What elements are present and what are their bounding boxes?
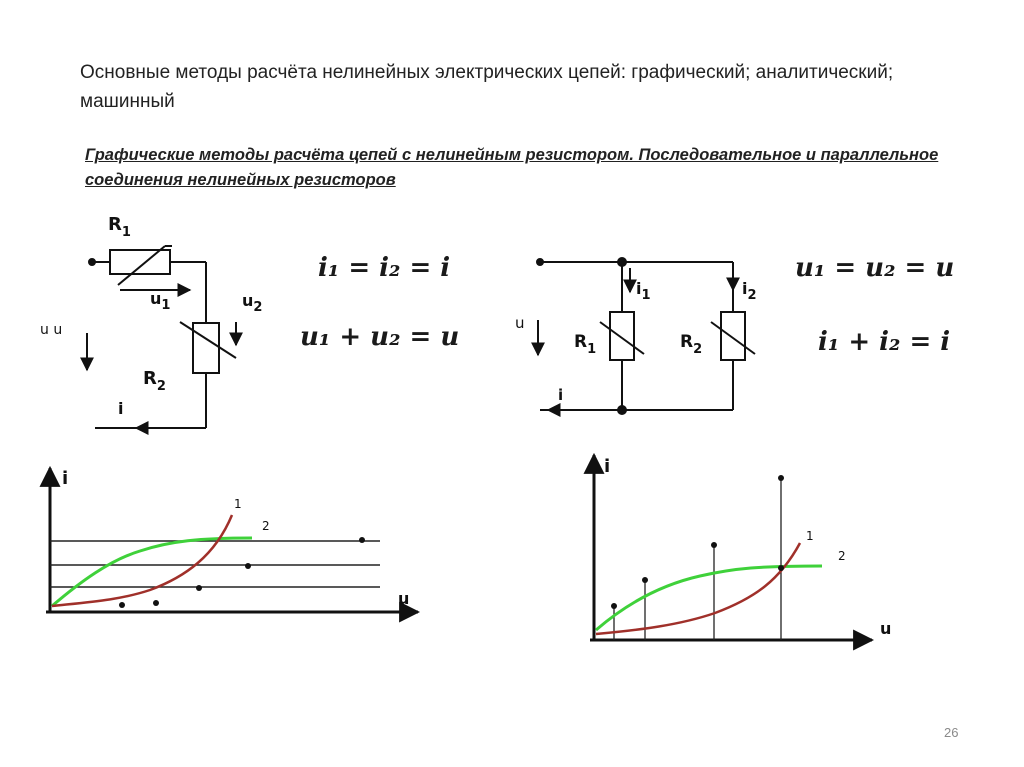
series-u1-label: $u_1$ [150,289,171,313]
left-curve-2 [52,538,252,606]
series-i-label: i [118,399,124,418]
right-curve-1 [596,543,800,634]
left-point [119,602,125,608]
page-number: 26 [944,725,959,740]
series-circuit [87,246,236,428]
parallel-formula-current: i₁ + i₂ = i [818,327,951,357]
right-point [642,577,648,583]
right-curve-1-label: 1 [806,529,814,543]
parallel-i-label: i [558,386,564,404]
right-point [711,542,717,548]
parallel-bottom-node [618,406,626,414]
series-u2-label: $u_2$ [242,291,263,315]
p-r1-nonlinear-mark [600,322,644,354]
r1-nonlinear-mark [118,246,165,285]
left-point [196,585,202,591]
right-x-label: u [880,619,892,638]
graph-right [590,455,891,640]
right-y-label: i [604,456,611,477]
right-curve-2 [596,566,822,630]
series-formulas [300,253,459,352]
left-point [153,600,159,606]
parallel-circuit [537,258,755,414]
parallel-formula-voltage: u₁ = u₂ = u [795,253,955,283]
parallel-i2-label: $i_2$ [742,279,757,303]
right-point [778,475,784,481]
r2-nonlinear-mark [180,322,236,358]
parallel-formulas [795,253,954,357]
slide-title: Основные методы расчёта нелинейных электрических цепей: графический; аналитический; машинный [80,62,894,112]
left-point [359,537,365,543]
parallel-u-label: u [515,314,525,332]
parallel-resistor-r2 [721,312,745,360]
left-y-label: i [62,468,69,489]
parallel-resistor-r1 [610,312,634,360]
parallel-r1-label: $R_1$ [574,332,597,357]
series-r1-label: $R_1$ [108,214,131,240]
series-resistor-r2 [193,323,219,373]
series-labels [40,214,262,418]
slide-subtitle: Графические методы расчёта цепей с нелинейным резистором. Последовательное и параллельное соединения нелинейных резисторов [85,146,939,189]
p-r2-nonlinear-mark [711,322,755,354]
series-r2-label: $R_2$ [143,368,166,394]
series-formula-voltage: u₁ + u₂ = u [300,322,460,352]
series-u-label: u u [40,322,63,338]
parallel-i1-label: $i_1$ [636,279,651,303]
right-intersection-point [778,565,784,571]
left-curve-1 [52,515,232,606]
graph-left [46,468,418,612]
left-curve-1-label: 1 [234,497,242,511]
left-curve-2-label: 2 [262,519,270,533]
series-resistor-r1 [110,250,170,274]
right-point [611,603,617,609]
right-curve-2-label: 2 [838,549,846,563]
parallel-r2-label: $R_2$ [680,332,703,357]
left-point [245,563,251,569]
series-formula-current: i₁ = i₂ = i [318,253,451,283]
left-x-label: u [398,589,410,608]
